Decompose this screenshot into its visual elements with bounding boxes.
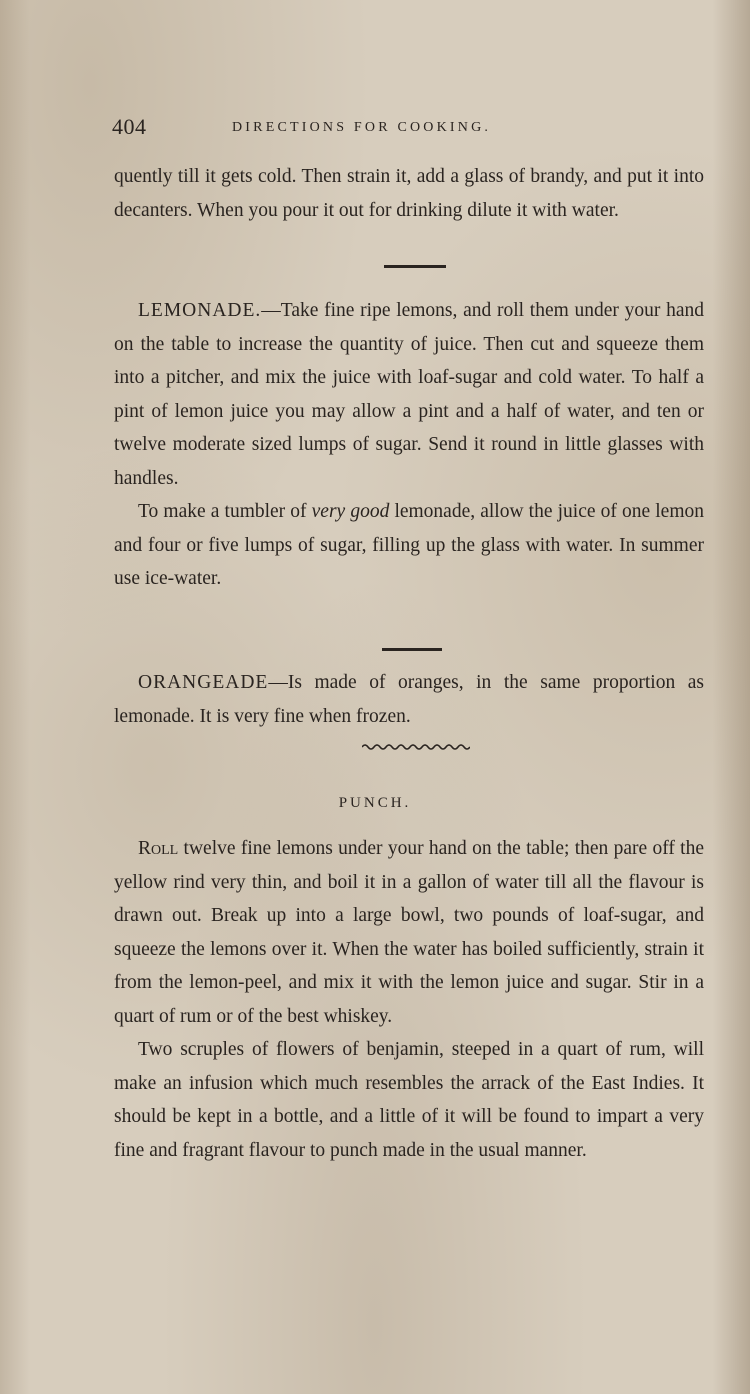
punch-heading: PUNCH. (338, 795, 412, 811)
punch-paragraph (114, 832, 704, 1033)
orangeade-title: ORANGEADE (138, 672, 269, 693)
lemonade-body: Take fine ripe lemons, and roll them under your hand on the table to increase the quantity of juice. Then cut and squeeze them into a pitcher, and mix the juice with loaf-sugar and cold water. To half a pint of lemon juice you may allow a pint and a half of water, and ten or twelve moderate sized lumps of sugar. Send it round in little glasses with handles. (114, 300, 704, 489)
punch-lead-word: Roll (138, 838, 179, 859)
page-number: 404 (112, 114, 147, 139)
lemonade-para2-after: lemonade, allow the juice of one lemon and four or five lumps of sugar, filling up the glass with water. In summer use ice-water. (114, 501, 704, 589)
punch-paragraph-2: Two scruples of flowers of benjamin, steeped in a quart of rum, will make an infusion which much resembles the arrack of the East Indies. It should be kept in a bottle, and a little of it will be found to impart a very fine and fragrant flavour to punch made in the usual manner. (114, 1039, 704, 1161)
section-divider (384, 265, 446, 268)
lemonade-section (114, 294, 704, 596)
lemonade-paragraph (114, 294, 704, 495)
orangeade-section (114, 666, 704, 733)
ornamental-divider (362, 742, 470, 752)
running-title: DIRECTIONS FOR COOKING. (232, 120, 492, 135)
continuation-text: quently till it gets cold. Then strain it, add a glass of brandy, and put it into decanters. When you pour it out for drinking dilute it with water. (114, 166, 704, 221)
orangeade-paragraph (114, 666, 704, 733)
lemonade-para2-before: To make a tumbler of (138, 501, 312, 522)
lemonade-dash: — (261, 300, 281, 321)
lemonade-paragraph-2 (114, 495, 704, 596)
section-divider (382, 648, 442, 651)
punch-section (114, 832, 704, 1167)
continuation-paragraph (114, 160, 704, 227)
page-header (112, 114, 592, 144)
punch-para1: twelve fine lemons under your hand on the table; then pare off the yellow rind very thin, and boil it in a gallon of water till all the flavour is drawn out. Break up into a large bowl, two pounds of loaf-sugar, and squeeze the lemons over it. When the water has boiled sufficiently, strain it from the lemon-peel, and mix it with the lemon juice and sugar. Stir in a quart of rum or of the best whiskey. (114, 838, 704, 1027)
lemonade-title: LEMONADE. (138, 300, 262, 321)
lemonade-para2-emphasis: very good (311, 501, 390, 522)
orangeade-body: —Is made of oranges, in the same proportion as lemonade. It is very fine when frozen. (114, 672, 704, 727)
